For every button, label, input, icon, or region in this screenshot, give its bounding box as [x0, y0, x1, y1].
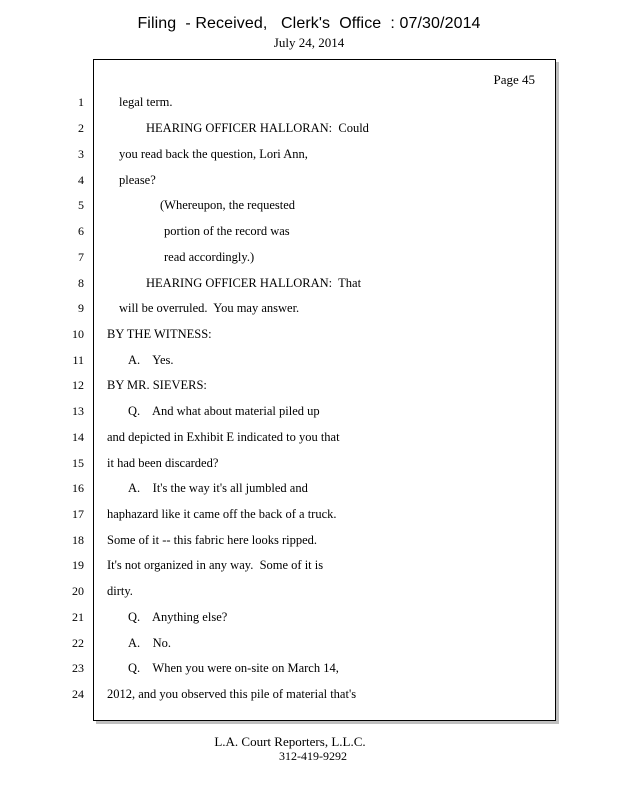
transcript-line: you read back the question, Lori Ann,	[119, 147, 308, 161]
line-number: 15	[72, 456, 84, 470]
line-number: 22	[72, 636, 84, 650]
transcript-line: A. No.	[128, 636, 172, 650]
transcript-line: BY THE WITNESS:	[107, 327, 212, 341]
transcript-line: read accordingly.)	[164, 250, 255, 264]
transcript-line: It's not organized in any way. Some of it is	[107, 558, 324, 572]
transcript-line: please?	[119, 173, 156, 187]
line-number: 20	[72, 584, 84, 598]
line-number: 18	[72, 533, 84, 547]
transcript-line: it had been discarded?	[107, 456, 219, 470]
line-number: 24	[72, 687, 84, 701]
transcript-line: HEARING OFFICER HALLORAN: That	[146, 276, 362, 290]
page-number: Page 45	[493, 72, 535, 87]
transcript-line: dirty.	[107, 584, 133, 598]
transcript-line: and depicted in Exhibit E indicated to you that	[107, 430, 340, 444]
transcript-line: (Whereupon, the requested	[160, 198, 296, 212]
line-number: 3	[78, 147, 84, 161]
transcript-line: Some of it -- this fabric here looks ripped.	[107, 533, 318, 547]
line-number: 2	[78, 121, 84, 135]
line-number: 9	[78, 301, 84, 315]
filing-stamp: Filing - Received, Clerk's Office : 07/30/2014	[137, 15, 481, 32]
transcript-line: haphazard like it came off the back of a truck.	[107, 507, 337, 521]
transcript-line: A. It's the way it's all jumbled and	[128, 481, 308, 495]
transcript-line: 2012, and you observed this pile of material that's	[107, 687, 357, 701]
footer-company: L.A. Court Reporters, L.L.C.	[214, 734, 366, 749]
transcript-line: A. Yes.	[128, 353, 174, 367]
transcript-line: BY MR. SIEVERS:	[107, 378, 207, 392]
line-number: 8	[78, 276, 84, 290]
transcript-line: will be overruled. You may answer.	[119, 301, 300, 315]
footer-phone: 312-419-9292	[279, 749, 347, 763]
line-number: 16	[72, 481, 84, 495]
transcript-line: HEARING OFFICER HALLORAN: Could	[146, 121, 369, 135]
transcript-line: legal term.	[119, 95, 173, 109]
transcript-line: Q. And what about material piled up	[128, 404, 320, 418]
transcript-line: Q. When you were on-site on March 14,	[128, 661, 339, 675]
line-number: 10	[72, 327, 84, 341]
line-number: 5	[78, 198, 84, 212]
line-number: 7	[78, 250, 84, 264]
line-number: 17	[72, 507, 84, 521]
line-number: 19	[72, 558, 84, 572]
transcript-date: July 24, 2014	[273, 35, 345, 50]
line-number: 12	[72, 378, 84, 392]
transcript-line: portion of the record was	[164, 224, 290, 238]
line-number: 11	[72, 353, 84, 367]
line-number: 21	[72, 610, 84, 624]
transcript-line: Q. Anything else?	[128, 610, 228, 624]
line-number: 6	[78, 224, 84, 238]
line-number: 14	[72, 430, 84, 444]
line-number: 23	[72, 661, 84, 675]
line-number: 1	[78, 95, 84, 109]
line-number: 4	[78, 173, 84, 187]
line-number: 13	[72, 404, 84, 418]
